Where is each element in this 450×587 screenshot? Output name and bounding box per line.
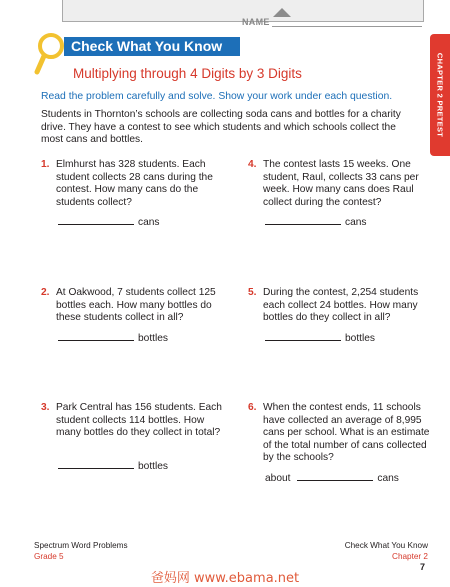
answer-blank[interactable]: [58, 216, 134, 225]
lesson-subtitle: Multiplying through 4 Digits by 3 Digits: [73, 66, 302, 81]
problem-text: During the contest, 2,254 students each collect 24 bottles. How many bottles do they collect in all?: [263, 287, 419, 324]
answer-blank[interactable]: [58, 332, 134, 341]
footer-grade: Grade 5: [34, 552, 64, 561]
answer-unit: bottles: [138, 333, 169, 344]
problem-text: When the contest ends, 11 schools have collected an average of 8,995 cans per school. What is an estimate of the total number of cans collected by the schools?: [263, 402, 430, 464]
answer-line-4[interactable]: [265, 216, 367, 228]
up-arrow-icon: [273, 8, 291, 17]
problem-text: Elmhurst has 328 students. Each student collects 28 cans during the contest. How many cans do the students collect?: [56, 159, 213, 208]
name-field-line: [272, 26, 422, 27]
answer-unit: bottles: [138, 461, 169, 472]
problem-5: [248, 287, 435, 325]
problem-number: 2.: [41, 287, 50, 298]
answer-unit: cans: [345, 217, 367, 228]
problem-number: 1.: [41, 159, 50, 170]
footer-book-title: Spectrum Word Problems: [34, 541, 128, 550]
problem-1: [41, 159, 228, 209]
intro-paragraph: Students in Thornton’s schools are collecting soda cans and bottles for a charity drive. They have a contest to see which students and which schools collect the most cans and bottles.: [41, 109, 401, 145]
footer-left: [34, 540, 128, 562]
problem-2: [41, 287, 228, 325]
problem-text: The contest lasts 15 weeks. One student, Raul, collects 33 cans per week. How many cans does Raul collect during the contest?: [263, 159, 419, 208]
problem-6: [248, 402, 435, 465]
answer-line-5[interactable]: [265, 332, 375, 344]
answer-line-6[interactable]: [265, 472, 399, 484]
problem-number: 4.: [248, 159, 257, 170]
chapter-side-tab-label: CHAPTER 2 PRETEST: [435, 52, 445, 138]
answer-blank[interactable]: [265, 216, 341, 225]
problem-number: 3.: [41, 402, 50, 413]
answer-prefix: about: [265, 473, 291, 484]
problem-number: 5.: [248, 287, 257, 298]
check-what-you-know-banner: Check What You Know: [64, 37, 240, 56]
chapter-side-tab: [430, 34, 450, 156]
problem-4: [248, 159, 435, 209]
footer-chapter: Chapter 2: [392, 552, 428, 561]
footer-section: Check What You Know: [344, 541, 428, 550]
problem-3: [41, 402, 228, 440]
answer-unit: cans: [138, 217, 160, 228]
answer-blank[interactable]: [265, 332, 341, 341]
answer-line-3[interactable]: [58, 460, 168, 472]
answer-blank[interactable]: [297, 472, 373, 481]
answer-line-1[interactable]: [58, 216, 160, 228]
magnifying-glass-icon: [34, 32, 68, 76]
problem-text: At Oakwood, 7 students collect 125 bottles each. How many bottles do these students collect in all?: [56, 287, 216, 324]
footer-right: [345, 540, 428, 562]
answer-blank[interactable]: [58, 460, 134, 469]
page-number: 7: [420, 562, 426, 572]
name-label: NAME: [242, 17, 270, 27]
instructions: Read the problem carefully and solve. Show your work under each question.: [41, 91, 393, 102]
problem-text: Park Central has 156 students. Each student collects 114 bottles. How many bottles do they collect in total?: [56, 402, 222, 439]
watermark: 爸妈网 www.ebama.net: [150, 571, 300, 586]
problem-number: 6.: [248, 402, 257, 413]
answer-unit: cans: [377, 473, 399, 484]
answer-line-2[interactable]: [58, 332, 168, 344]
answer-unit: bottles: [345, 333, 376, 344]
